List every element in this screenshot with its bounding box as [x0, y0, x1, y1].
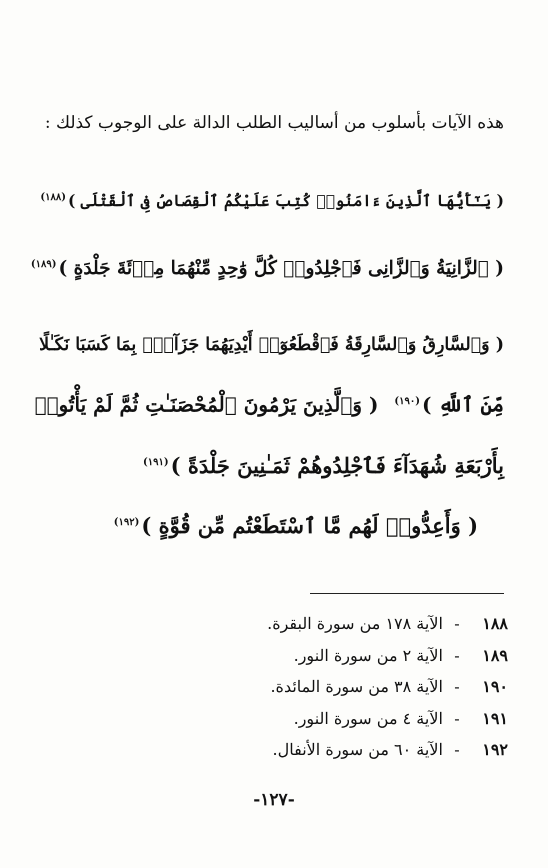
verse-ref: (١٩٠)	[394, 396, 421, 407]
footnote-number: ١٩١	[482, 708, 508, 728]
footnote-item	[267, 640, 508, 672]
footnote-text: الآية ٢ من سورة النور.	[293, 645, 443, 665]
intro-paragraph: هذه الآيات بأسلوب من أساليب الطلب الدالة على الوجوب كذلك :	[44, 113, 504, 133]
verse-188	[30, 183, 504, 216]
verse-ref: (١٩٢)	[113, 517, 140, 528]
footnote-dash: -	[454, 645, 460, 665]
footnote-text: الآية ٣٨ من سورة المائدة.	[270, 677, 443, 696]
footnote-item	[267, 671, 508, 703]
footnote-text: الآية ٤ من سورة النور.	[293, 708, 443, 728]
verse-192	[30, 508, 478, 541]
verse-191-line-2	[30, 448, 504, 481]
verse-text: ( وَأَعِدُّوا۟ لَهُم مَّا ٱسْتَطَعْتُم مِّن قُوَّةٍ )	[141, 513, 478, 538]
verse-190-191-line	[30, 387, 504, 420]
footnote-dash: -	[454, 677, 460, 696]
verse-text: ( ٱلزَّانِيَةُ وَٱلزَّانِى فَٱجْلِدُوا۟ كُلَّ وَٰحِدٍ مِّنْهُمَا مِا۟ئَةَ جَلْدَةٍ )	[58, 258, 504, 280]
footnote-number: ١٩٠	[482, 677, 508, 696]
footnote-text: الآية ٦٠ من سورة الأنفال.	[272, 740, 443, 759]
verse-189	[30, 250, 504, 284]
verse-text: بِأَرْبَعَةِ شُهَدَآءَ فَٱجْلِدُوهُمْ ثَمَـٰنِينَ جَلْدَةً )	[170, 453, 504, 478]
verse-text: ( وَٱلسَّارِقُ وَٱلسَّارِقَةُ فَٱقْطَعُوٓا۟ أَيْدِيَهُمَا جَزَآءًۢ بِمَا كَسَبَا نَكَـٰلًا	[39, 335, 504, 355]
verse-190-line-1	[30, 330, 504, 360]
footnote-text: الآية ١٧٨ من سورة البقرة.	[267, 614, 443, 633]
footnote-dash: -	[454, 614, 460, 633]
verse-ref: (١٨٨)	[40, 192, 66, 203]
footnote-dash: -	[454, 740, 460, 759]
footnote-divider	[310, 593, 504, 594]
footnote-number: ١٨٨	[482, 614, 508, 633]
footnote-item	[267, 734, 508, 766]
page-number: -١٢٧-	[253, 790, 295, 810]
footnote-number: ١٨٩	[482, 645, 508, 665]
footnote-number: ١٩٢	[482, 740, 508, 759]
verse-ref: (١٨٩)	[30, 259, 57, 270]
footnote-item	[267, 703, 508, 735]
verse-text: ( وَٱلَّذِينَ يَرْمُونَ ٱلْمُحْصَنَـٰتِ ثُمَّ لَمْ يَأْتُوا۟	[34, 392, 379, 417]
footnote-dash: -	[454, 708, 460, 728]
footnote-item	[267, 608, 508, 640]
verse-text: مِّنَ ٱللَّهِ )	[422, 392, 504, 417]
footnotes-list	[267, 608, 508, 766]
verse-text: ( يَـٰٓأَيُّهَا ٱلَّذِينَ ءَامَنُوا۟ كُتِبَ عَلَيْكُمُ ٱلْقِصَاصُ فِى ٱلْقَتْلَى )	[67, 191, 504, 211]
verse-ref: (١٩١)	[143, 457, 169, 468]
